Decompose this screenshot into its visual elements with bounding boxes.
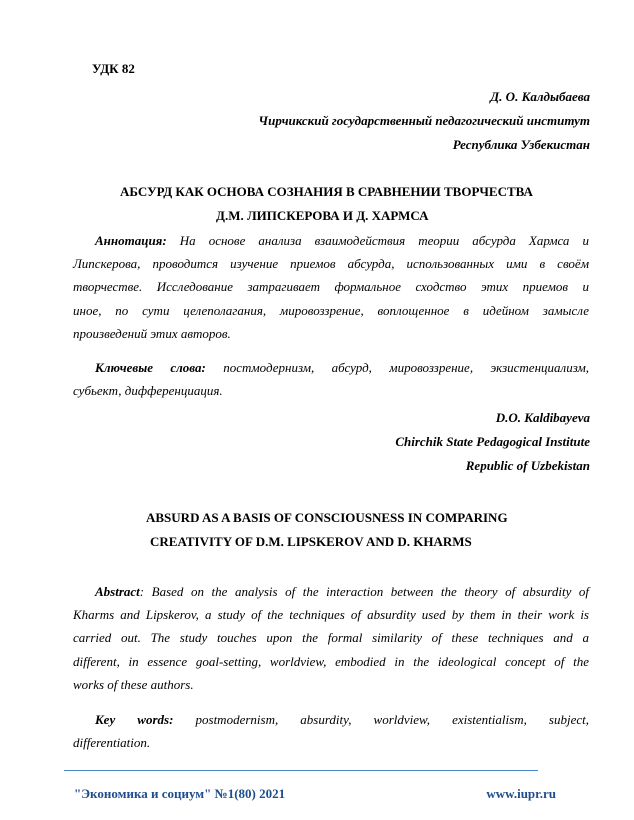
en-abstract-line: different, in essence goal-setting, worldview, embodied in the ideological concept of the (73, 653, 589, 669)
footer-divider (64, 770, 538, 771)
en-author-country: Republic of Uzbekistan (465, 458, 590, 473)
ru-author-country: Республика Узбекистан (452, 137, 590, 152)
ru-keywords-label: Ключевые слова: (95, 360, 206, 375)
ru-keywords (73, 356, 589, 402)
en-title-line2: CREATIVITY OF D.M. LIPSKEROV AND D. KHARMS (150, 534, 472, 549)
ru-title-line2: Д.М. ЛИПСКЕРОВА И Д. ХАРМСА (216, 208, 429, 223)
ru-abstract-line: иное, по сути целеполагания, мировоззрение, воплощенное в идейном замысле (73, 302, 589, 318)
ru-title-line1: АБСУРД КАК ОСНОВА СОЗНАНИЯ В СРАВНЕНИИ ТВОРЧЕСТВА (120, 184, 533, 199)
en-title-line1: ABSURD AS A BASIS OF CONSCIOUSNESS IN COMPARING (146, 510, 508, 525)
ru-author-name: Д. О. Калдыбаева (490, 89, 590, 104)
en-abstract-line: works of these authors. (73, 676, 194, 692)
ru-author-institution: Чирчикский государственный педагогический институт (258, 113, 590, 128)
en-keywords-label: Key words: (95, 712, 174, 727)
ru-abstract-line: произведений этих авторов. (73, 325, 231, 341)
footer-url[interactable]: www.iupr.ru (486, 786, 556, 801)
udk-label: УДК 82 (92, 61, 135, 76)
ru-abstract-label: Аннотация: (95, 233, 167, 248)
en-abstract-line: Kharms and Lipskerov, a study of the techniques of absurdity used by them in their work is (73, 607, 589, 623)
en-abstract (73, 580, 589, 696)
ru-abstract-line: Липскерова, проводится изучение приемов абсурда, использованных ими в своём (73, 256, 589, 272)
en-author-institution: Chirchik State Pedagogical Institute (395, 434, 590, 449)
en-keywords-line: Key words: postmodernism, absurdity, worldview, existentialism, subject, (95, 712, 589, 727)
footer-journal: "Экономика и социум" №1(80) 2021 (74, 786, 286, 801)
ru-abstract-line: творчестве. Исследование затрагивает формальное сходство этих приемов и (73, 279, 589, 295)
ru-abstract-line: Аннотация: На основе анализа взаимодействия теории абсурда Хармса и (95, 233, 589, 248)
en-abstract-line: carried out. The study touches upon the formal similarity of these techniques and a (73, 630, 589, 646)
ru-keywords-line: субьект, дифференциация. (73, 383, 223, 399)
en-keywords-line: differentiation. (73, 735, 151, 751)
en-keywords (73, 708, 589, 754)
en-abstract-line: Abstract: Based on the analysis of the interaction between the theory of absurdity of (95, 584, 589, 599)
ru-abstract (73, 229, 589, 345)
en-author-name: D.O. Kaldibayeva (495, 410, 590, 425)
ru-keywords-line: Ключевые слова: постмодернизм, абсурд, мировоззрение, экзистенциализм, (95, 360, 589, 375)
en-abstract-label: Abstract (95, 584, 140, 599)
